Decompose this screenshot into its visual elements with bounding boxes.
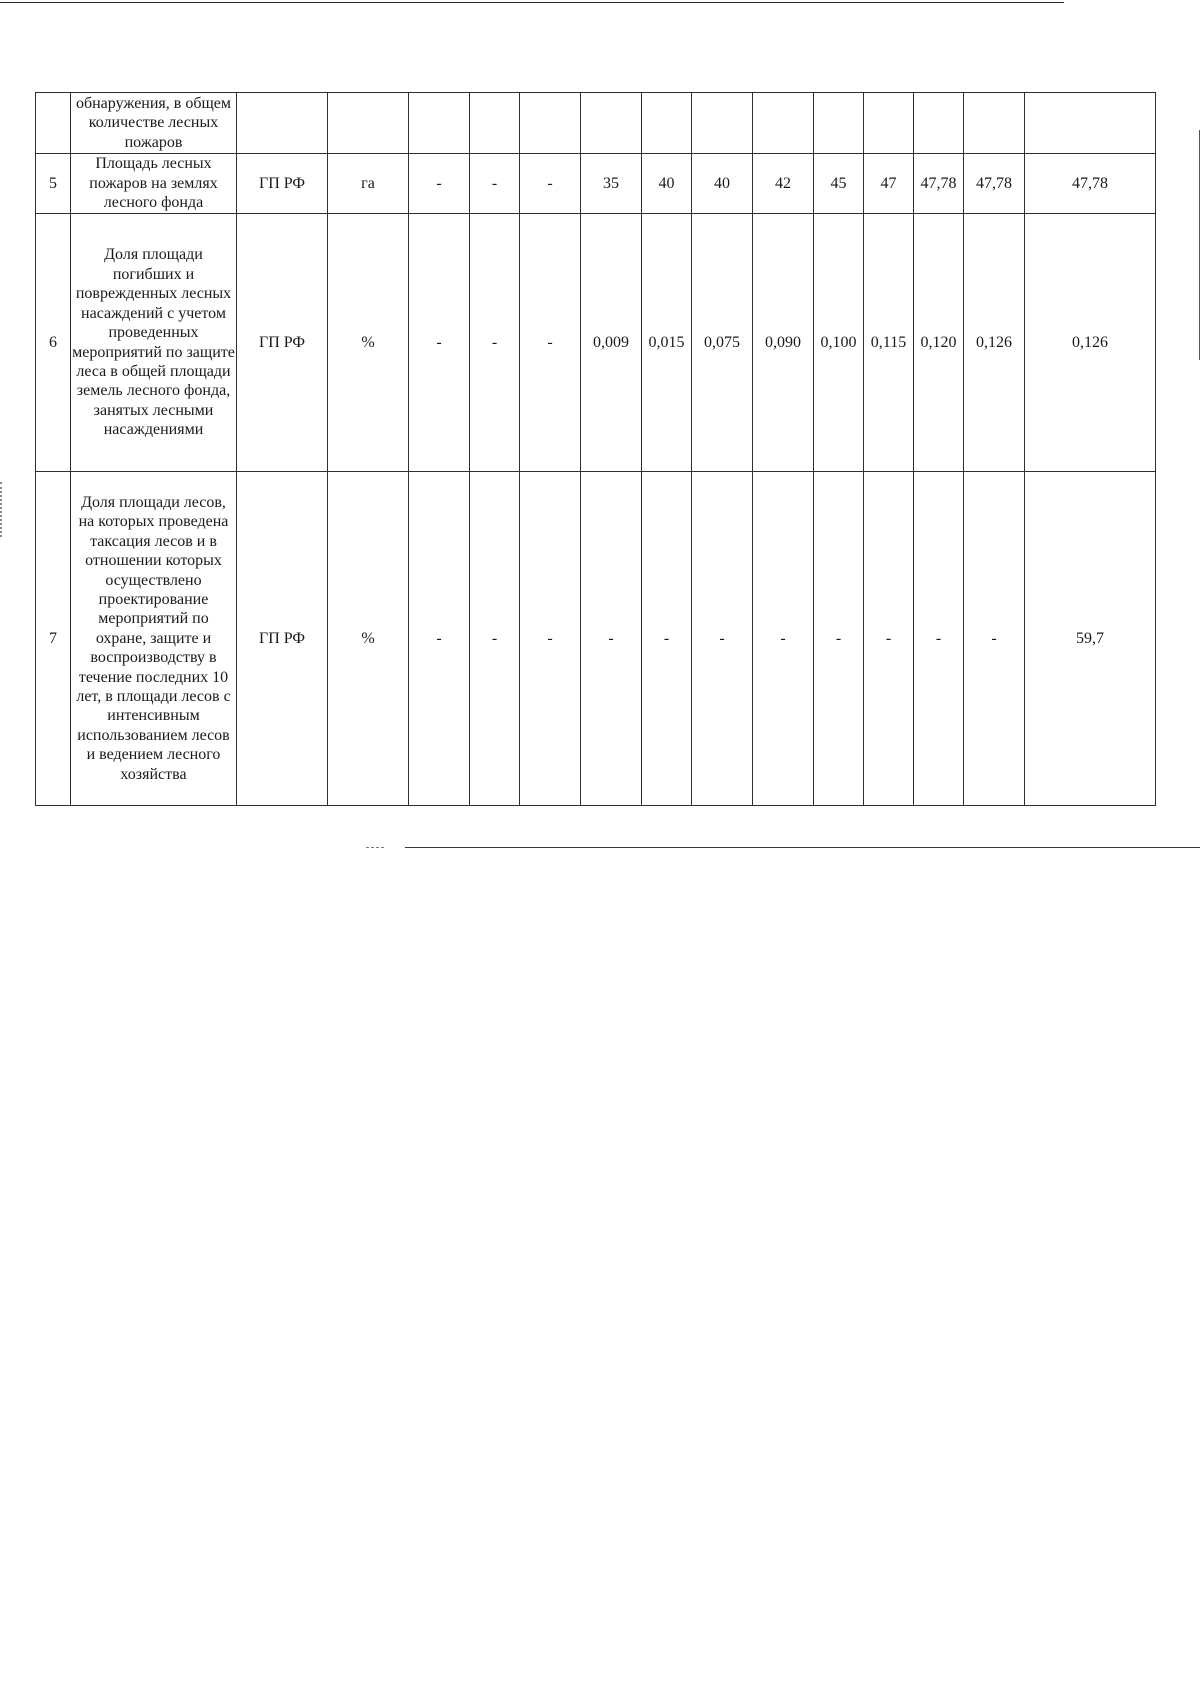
scan-bottom-dash <box>366 847 384 848</box>
value-cell: 40 <box>692 154 753 214</box>
row-number <box>36 93 71 154</box>
table-row <box>36 214 1156 472</box>
source-cell: ГП РФ <box>237 214 328 472</box>
value-cell <box>1025 93 1156 154</box>
value-cell: 0,075 <box>692 214 753 472</box>
value-cell: - <box>520 214 581 472</box>
value-cell <box>692 93 753 154</box>
value-cell: - <box>964 472 1025 806</box>
scan-bottom-line <box>405 847 1200 848</box>
value-cell <box>753 93 814 154</box>
value-cell <box>642 93 692 154</box>
value-cell: - <box>520 154 581 214</box>
row-number: 6 <box>36 214 71 472</box>
unit-cell: га <box>328 154 409 214</box>
value-cell: 0,090 <box>753 214 814 472</box>
table-row <box>36 154 1156 214</box>
value-cell: - <box>470 472 520 806</box>
source-cell <box>237 93 328 154</box>
unit-cell <box>328 93 409 154</box>
value-cell: 0,009 <box>581 214 642 472</box>
value-cell: - <box>470 154 520 214</box>
value-cell: 35 <box>581 154 642 214</box>
value-cell: 0,126 <box>1025 214 1156 472</box>
value-cell: 0,120 <box>914 214 964 472</box>
scan-top-line <box>0 2 1064 3</box>
value-cell <box>470 93 520 154</box>
source-cell: ГП РФ <box>237 472 328 806</box>
indicator-name: Площадь лесных пожаров на землях лесного фонда <box>71 154 237 214</box>
unit-cell: % <box>328 214 409 472</box>
value-cell: - <box>581 472 642 806</box>
value-cell: 0,115 <box>864 214 914 472</box>
value-cell: - <box>409 214 470 472</box>
table-row-continuation <box>36 93 1156 154</box>
value-cell: - <box>642 472 692 806</box>
value-cell: 0,100 <box>814 214 864 472</box>
unit-cell: % <box>328 472 409 806</box>
value-cell: 40 <box>642 154 692 214</box>
value-cell <box>914 93 964 154</box>
value-cell: 42 <box>753 154 814 214</box>
value-cell: 0,015 <box>642 214 692 472</box>
value-cell: - <box>520 472 581 806</box>
value-cell: 47,78 <box>964 154 1025 214</box>
indicator-name: Доля площади погибших и поврежденных лесных насаждений с учетом проведенных мероприятий по защите леса в общей площади земель лесного фонда, занятых лесными насаждениями <box>71 214 237 472</box>
value-cell: 0,126 <box>964 214 1025 472</box>
value-cell: - <box>814 472 864 806</box>
value-cell <box>520 93 581 154</box>
table-row <box>36 472 1156 806</box>
scan-left-marks <box>0 482 5 537</box>
indicator-name: обнаружения, в общем количестве лесных пожаров <box>71 93 237 154</box>
value-cell <box>409 93 470 154</box>
indicators-table <box>35 92 1156 806</box>
value-cell: - <box>409 154 470 214</box>
value-cell: 45 <box>814 154 864 214</box>
value-cell: - <box>914 472 964 806</box>
value-cell: 47 <box>864 154 914 214</box>
value-cell: 59,7 <box>1025 472 1156 806</box>
value-cell: - <box>753 472 814 806</box>
value-cell: - <box>864 472 914 806</box>
value-cell: - <box>409 472 470 806</box>
row-number: 7 <box>36 472 71 806</box>
value-cell <box>814 93 864 154</box>
value-cell <box>581 93 642 154</box>
value-cell: - <box>692 472 753 806</box>
value-cell: - <box>470 214 520 472</box>
value-cell: 47,78 <box>914 154 964 214</box>
indicator-name: Доля площади лесов, на которых проведена таксация лесов и в отношении которых осуществлено проектирование мероприятий по охране, защите и воспроизводству в течение последних 10 лет, в площади лесов с интенсивным использованием лесов и ведением лесного хозяйства <box>71 472 237 806</box>
row-number: 5 <box>36 154 71 214</box>
value-cell: 47,78 <box>1025 154 1156 214</box>
value-cell <box>864 93 914 154</box>
source-cell: ГП РФ <box>237 154 328 214</box>
value-cell <box>964 93 1025 154</box>
